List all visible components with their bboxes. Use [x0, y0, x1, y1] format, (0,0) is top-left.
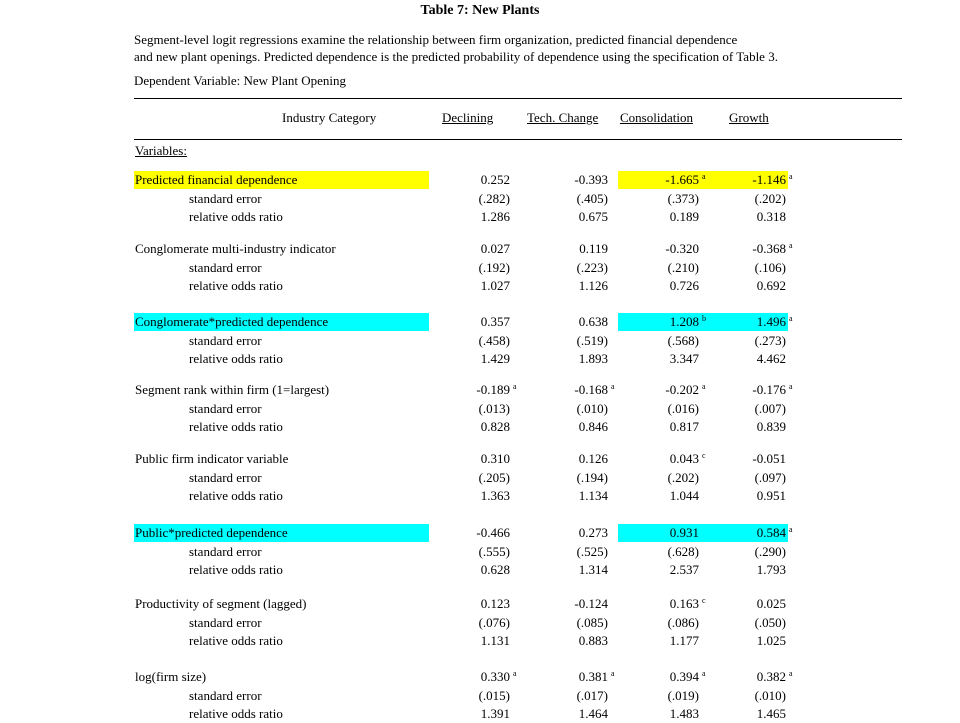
table-cell: 0.189 [669, 209, 699, 224]
odds-ratio-label: relative odds ratio [189, 209, 283, 224]
table-cell: 1.044 [669, 488, 699, 503]
standard-error-label: standard error [189, 543, 262, 559]
table-cell: (.017) [576, 687, 608, 703]
table-cell: 1.464 [578, 706, 608, 721]
table-cell: -0.320 [665, 241, 699, 256]
variable-row [0, 524, 960, 542]
significance-marker: a [611, 382, 615, 391]
table-cell: (.373) [667, 190, 699, 206]
column-header-consolidation: Consolidation [620, 110, 693, 125]
table-cell: (.015) [478, 687, 510, 703]
significance-marker: a [789, 241, 793, 250]
table-cell: (.568) [667, 332, 699, 348]
variable-row [0, 595, 960, 613]
table-cell: (.282) [478, 190, 510, 206]
standard-error-label: standard error [189, 332, 262, 348]
standard-error-label: standard error [189, 190, 262, 206]
table-cell: 0.828 [480, 419, 510, 434]
table-cell: (.405) [576, 190, 608, 206]
table-cell: -0.466 [476, 525, 510, 540]
variable-name: log(firm size) [135, 669, 207, 684]
table-cell: (.106) [754, 259, 786, 275]
table-cell: (.097) [754, 469, 786, 485]
table-cell: 4.462 [756, 351, 786, 366]
table-cell: (.050) [754, 614, 786, 630]
significance-marker: a [789, 669, 793, 678]
significance-marker: b [702, 314, 706, 323]
table-cell: 0.381 [578, 669, 608, 684]
table-cell: 1.429 [480, 351, 510, 366]
table-cell: 0.817 [669, 419, 699, 434]
variable-name: Conglomerate*predicted dependence [135, 314, 329, 329]
table-cell: -0.124 [574, 596, 608, 611]
standard-error-row [0, 614, 960, 632]
table-cell: 0.027 [480, 241, 510, 256]
significance-marker: a [513, 382, 517, 391]
table-cell: 0.123 [480, 596, 510, 611]
table-cell: (.273) [754, 332, 786, 348]
table-cell: 0.839 [756, 419, 786, 434]
table-cell: (.194) [576, 469, 608, 485]
significance-marker: c [702, 451, 706, 460]
variables-label: Variables: [135, 143, 187, 158]
table-cell: (.555) [478, 543, 510, 559]
standard-error-row [0, 543, 960, 561]
table-cell: 0.584 [756, 525, 786, 540]
significance-marker: c [702, 596, 706, 605]
significance-marker: a [789, 172, 793, 181]
table-cell: 0.126 [578, 451, 608, 466]
table-cell: 1.496 [756, 314, 786, 329]
top-rule [134, 98, 902, 99]
odds-ratio-row [0, 277, 960, 295]
table-cell: 0.846 [578, 419, 608, 434]
odds-ratio-label: relative odds ratio [189, 488, 283, 503]
table-cell: 0.692 [756, 278, 786, 293]
table-cell: 0.043 [669, 451, 699, 466]
table-cell: (.525) [576, 543, 608, 559]
table-cell: 1.134 [578, 488, 608, 503]
table-cell: (.010) [754, 687, 786, 703]
significance-marker: a [789, 382, 793, 391]
significance-marker: a [702, 172, 706, 181]
significance-marker: a [789, 525, 793, 534]
table-cell: 1.027 [480, 278, 510, 293]
table-cell: 1.483 [669, 706, 699, 721]
variable-name: Segment rank within firm (1=largest) [135, 382, 330, 397]
odds-ratio-row [0, 208, 960, 226]
standard-error-row [0, 400, 960, 418]
table-cell: (.205) [478, 469, 510, 485]
odds-ratio-row [0, 632, 960, 650]
standard-error-row [0, 687, 960, 705]
table-cell: 1.363 [480, 488, 510, 503]
odds-ratio-label: relative odds ratio [189, 351, 283, 366]
table-cell: 0.252 [480, 172, 510, 187]
table-cell: 3.347 [669, 351, 699, 366]
table-cell: (.202) [754, 190, 786, 206]
significance-marker: a [611, 669, 615, 678]
table-cell: -0.189 [476, 382, 510, 397]
standard-error-row [0, 190, 960, 208]
significance-marker: a [702, 382, 706, 391]
table-cell: 1.391 [480, 706, 510, 721]
table-cell: -0.168 [574, 382, 608, 397]
table-cell: 0.119 [579, 241, 608, 256]
odds-ratio-label: relative odds ratio [189, 633, 283, 648]
column-header-declining: Declining [442, 110, 494, 125]
table-cell: 0.883 [578, 633, 608, 648]
table-cell: (.086) [667, 614, 699, 630]
table-cell: (.007) [754, 400, 786, 416]
table-cell: (.202) [667, 469, 699, 485]
table-cell: 1.286 [480, 209, 510, 224]
variable-row [0, 313, 960, 331]
industry-category-header: Industry Category [282, 110, 377, 125]
table-cell: 0.931 [669, 525, 699, 540]
standard-error-row [0, 259, 960, 277]
table-cell: (.016) [667, 400, 699, 416]
table-cell: -1.665 [665, 172, 699, 187]
table-cell: 0.628 [480, 562, 510, 577]
table-description-line-1: Segment-level logit regressions examine the relationship between firm organization, predicted financial dependence [134, 32, 738, 47]
variable-name: Public firm indicator variable [135, 451, 289, 466]
table-cell: 0.638 [578, 314, 608, 329]
table-cell: 0.357 [480, 314, 510, 329]
table-cell: 0.025 [756, 596, 786, 611]
standard-error-label: standard error [189, 614, 262, 630]
table-cell: -0.176 [752, 382, 786, 397]
variable-name: Predicted financial dependence [135, 172, 298, 187]
column-header-growth: Growth [729, 110, 769, 125]
standard-error-label: standard error [189, 400, 262, 416]
table-title: Table 7: New Plants [420, 3, 540, 18]
table-cell: -0.393 [574, 172, 608, 187]
odds-ratio-label: relative odds ratio [189, 278, 283, 293]
variable-row [0, 381, 960, 399]
odds-ratio-row [0, 705, 960, 723]
variable-row [0, 668, 960, 686]
table-cell: -0.368 [752, 241, 786, 256]
odds-ratio-label: relative odds ratio [189, 706, 283, 721]
table-cell: 0.273 [578, 525, 608, 540]
table-cell: 0.951 [756, 488, 786, 503]
table-cell: 1.793 [756, 562, 786, 577]
variable-row [0, 171, 960, 189]
significance-marker: a [789, 314, 793, 323]
column-header-tech-change: Tech. Change [527, 110, 599, 125]
table-cell: 0.726 [669, 278, 699, 293]
table-cell: -1.146 [752, 172, 786, 187]
table-cell: (.013) [478, 400, 510, 416]
table-cell: (.458) [478, 332, 510, 348]
table-cell: 0.330 [480, 669, 510, 684]
odds-ratio-row [0, 418, 960, 436]
table-cell: (.223) [576, 259, 608, 275]
variable-name: Public*predicted dependence [135, 525, 288, 540]
table-cell: -0.051 [752, 451, 786, 466]
variable-name: Conglomerate multi-industry indicator [135, 241, 336, 256]
table-cell: 1.208 [669, 314, 699, 329]
table-cell: (.210) [667, 259, 699, 275]
table-cell: 1.893 [578, 351, 608, 366]
table-cell: (.519) [576, 332, 608, 348]
table-cell: (.628) [667, 543, 699, 559]
table-description-line-2: and new plant openings. Predicted dependence is the predicted probability of dependence using the specification of Table 3. [134, 49, 778, 64]
table-cell: 2.537 [669, 562, 699, 577]
table-cell: 0.675 [578, 209, 608, 224]
table-cell: 0.318 [756, 209, 786, 224]
standard-error-row [0, 332, 960, 350]
dependent-variable-label: Dependent Variable: New Plant Opening [134, 73, 347, 88]
table-cell: 0.394 [669, 669, 699, 684]
standard-error-label: standard error [189, 259, 262, 275]
table-cell: 1.177 [669, 633, 699, 648]
variable-row [0, 450, 960, 468]
table-cell: -0.202 [665, 382, 699, 397]
table-cell: 1.131 [480, 633, 510, 648]
table-cell: (.010) [576, 400, 608, 416]
odds-ratio-label: relative odds ratio [189, 562, 283, 577]
table-cell: (.019) [667, 687, 699, 703]
standard-error-row [0, 469, 960, 487]
standard-error-label: standard error [189, 469, 262, 485]
table-cell: 1.314 [578, 562, 608, 577]
table-cell: (.192) [478, 259, 510, 275]
table-cell: (.085) [576, 614, 608, 630]
odds-ratio-label: relative odds ratio [189, 419, 283, 434]
variable-row [0, 240, 960, 258]
significance-marker: a [702, 669, 706, 678]
table-cell: (.290) [754, 543, 786, 559]
table-cell: 1.465 [756, 706, 786, 721]
table-cell: 0.382 [756, 669, 786, 684]
variable-name: Productivity of segment (lagged) [135, 596, 307, 611]
standard-error-label: standard error [189, 687, 262, 703]
table-cell: 0.163 [669, 596, 699, 611]
odds-ratio-row [0, 561, 960, 579]
odds-ratio-row [0, 487, 960, 505]
table-cell: 1.126 [578, 278, 608, 293]
table-cell: (.076) [478, 614, 510, 630]
odds-ratio-row [0, 350, 960, 368]
header-rule [134, 139, 902, 140]
table-cell: 0.310 [480, 451, 510, 466]
table-cell: 1.025 [756, 633, 786, 648]
significance-marker: a [513, 669, 517, 678]
